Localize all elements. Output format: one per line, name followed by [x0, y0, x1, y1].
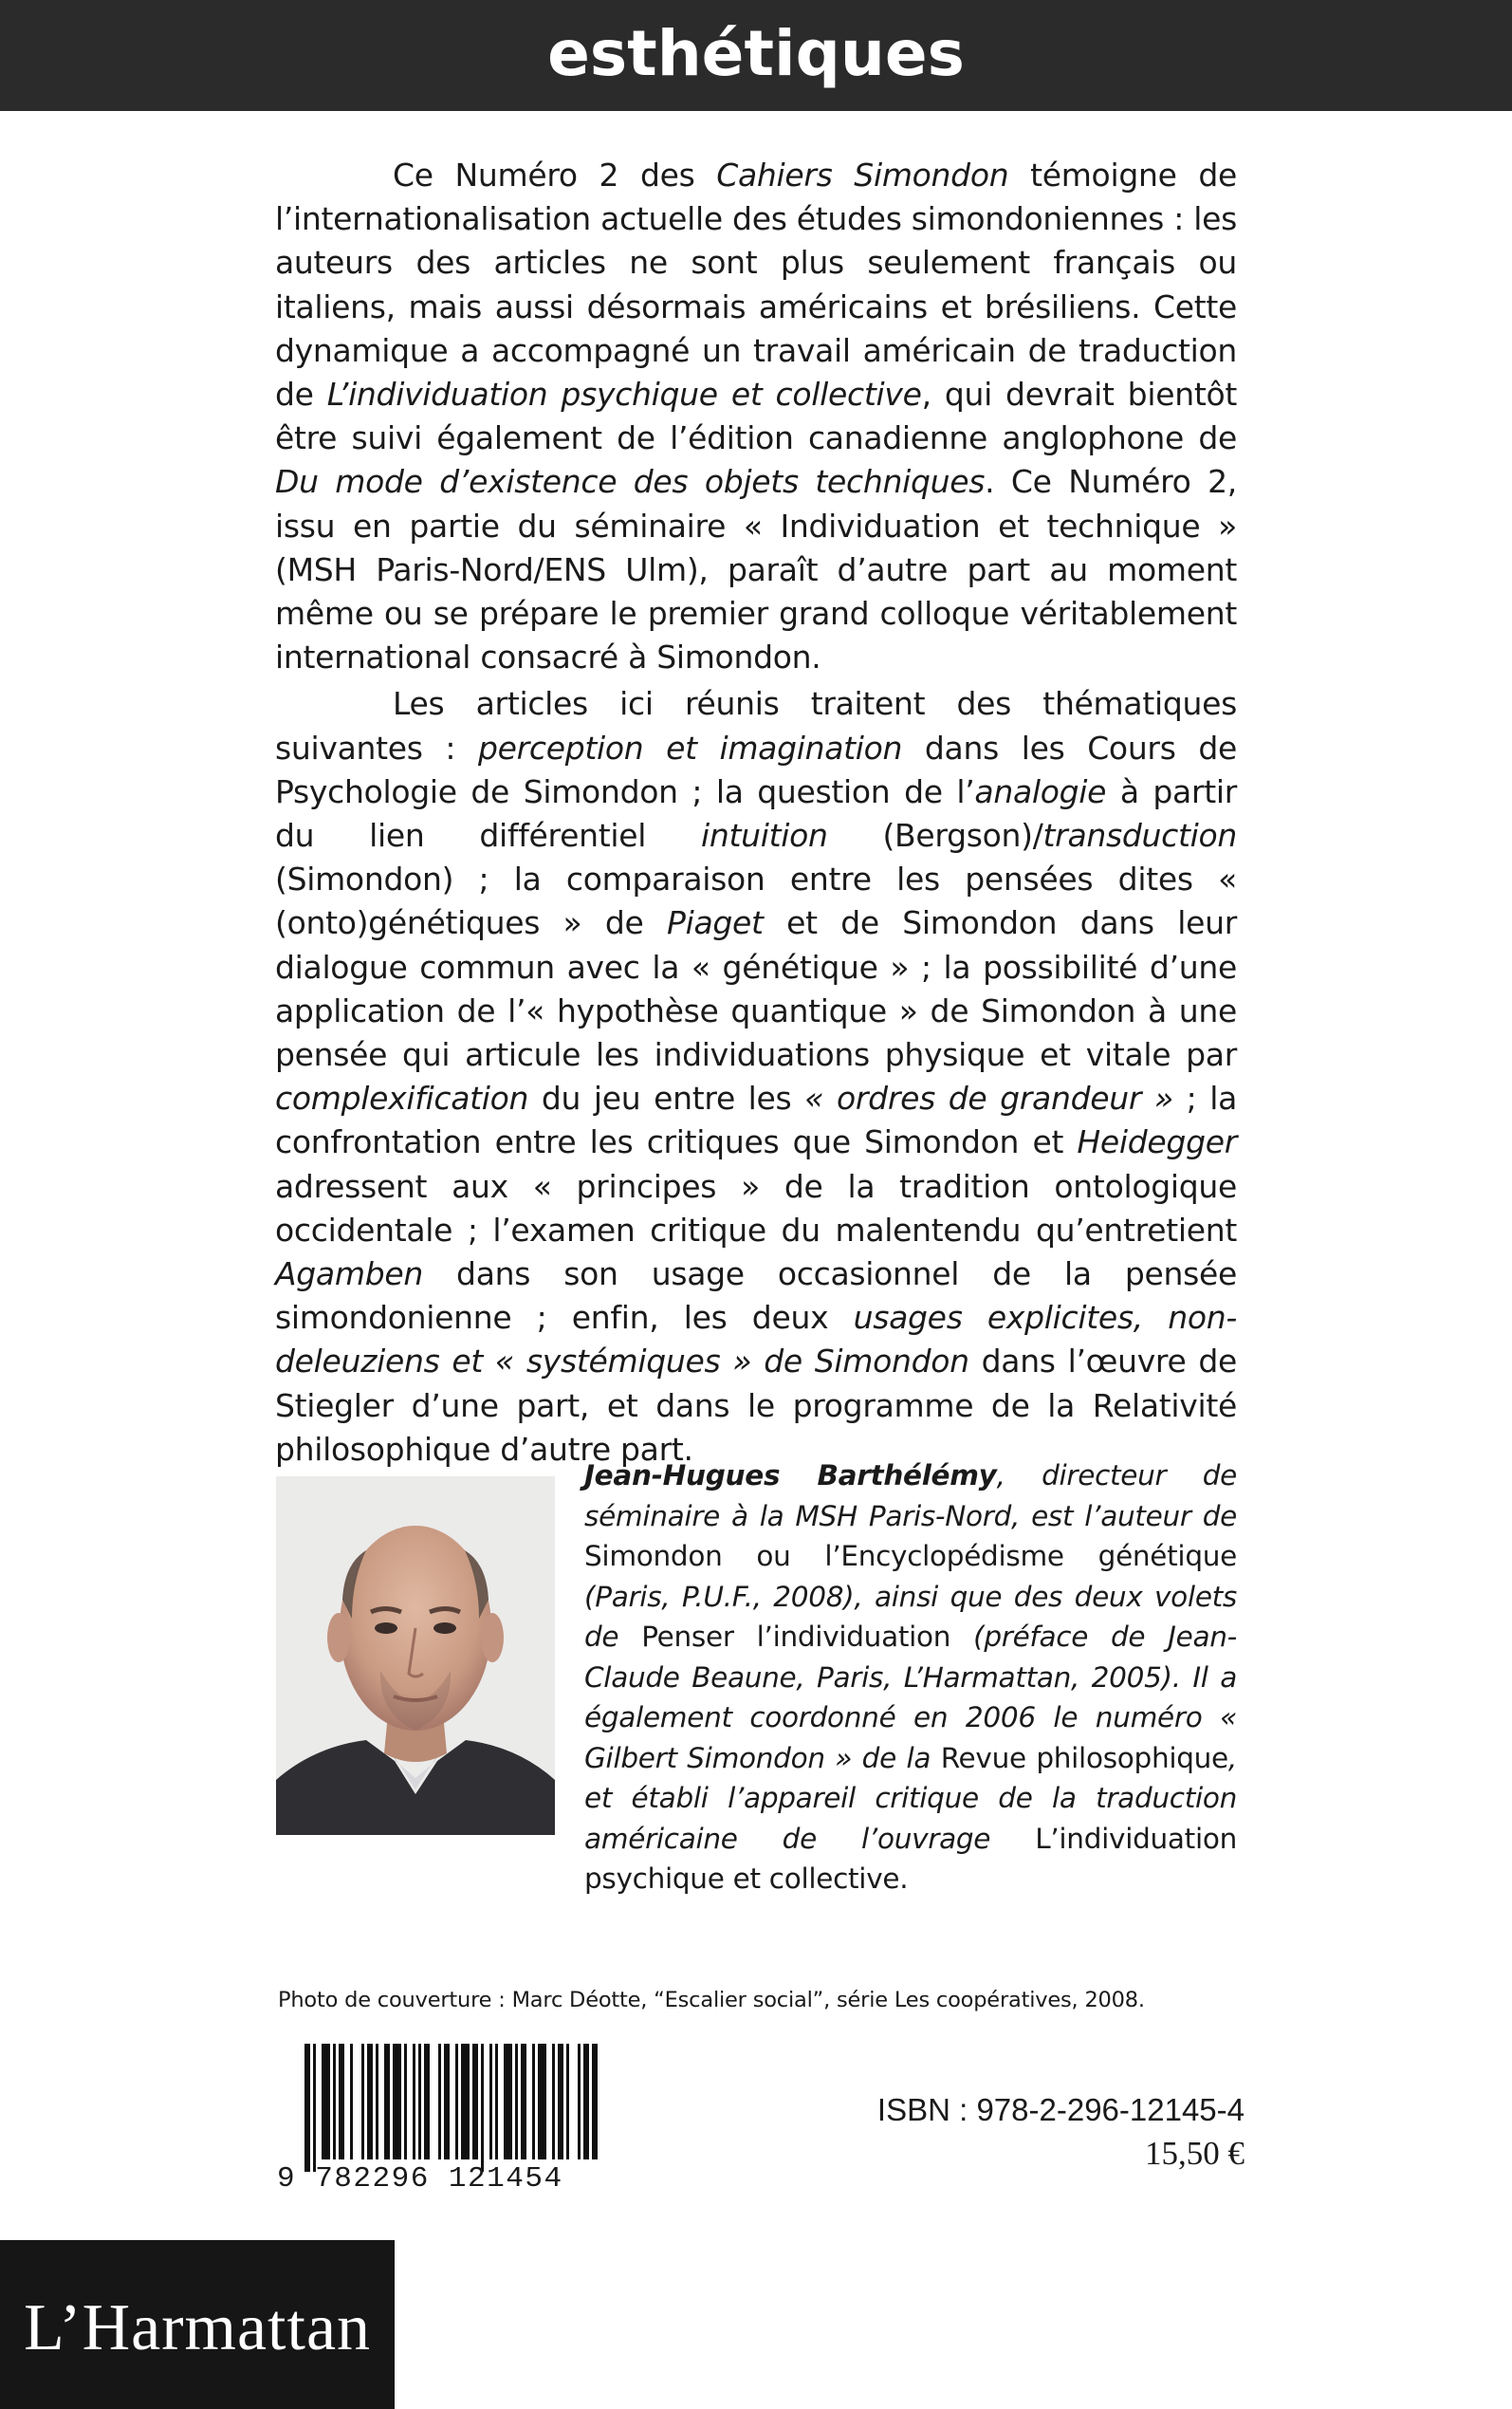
- book-title: Revue philosophique: [940, 1741, 1228, 1774]
- text-run-italic: « ordres de grandeur »: [804, 1080, 1173, 1118]
- barcode-bar: [515, 2044, 518, 2159]
- barcode-bar: [384, 2044, 390, 2159]
- photo-credit: Photo de couverture : Marc Déotte, “Escalier social”, série Les coopératives, 2008.: [278, 1988, 1145, 2012]
- text-run-italic: (Paris, P.U.F., 2008), ainsi que des deux volets de: [584, 1580, 1237, 1653]
- text-run-italic: transduction: [1042, 817, 1237, 855]
- text-run: Ce Numéro 2 des: [393, 157, 717, 194]
- barcode-bar: [393, 2044, 401, 2159]
- text-run-italic: Agamben: [275, 1255, 423, 1293]
- book-title: Simondon ou l’Encyclopédisme génétique: [584, 1540, 1237, 1572]
- author-bio: [584, 1455, 1237, 1899]
- paragraph-2: [275, 682, 1237, 1472]
- barcode-bar: [313, 2044, 316, 2172]
- text-run: Les articles ici réunis traitent des thématiques suivantes :: [275, 685, 1237, 767]
- barcode-bar: [418, 2044, 421, 2159]
- barcode-bar: [558, 2044, 563, 2159]
- text-run: .: [899, 1862, 909, 1895]
- portrait-image: [276, 1476, 555, 1835]
- book-title: Penser l’individuation: [641, 1621, 951, 1653]
- barcode-bar: [504, 2044, 512, 2159]
- publisher-logo: L’Harmattan: [23, 2291, 372, 2364]
- text-run-italic: Piaget: [666, 904, 764, 942]
- barcode-bar: [472, 2044, 478, 2159]
- text-run: , qui devrait bientôt être suivi également de l’édition canadienne anglophone de: [275, 376, 1237, 457]
- text-run: . Ce Numéro 2, issu en partie du séminaire « Individuation et technique » (MSH Paris-Nord/ENS Ulm), paraît d’autre part au moment même ou se prépare le premier grand colloque véritablement international consacré à Simondon.: [275, 463, 1237, 676]
- barcode-bar: [552, 2044, 555, 2159]
- text-run-italic: perception et imagination: [477, 729, 903, 767]
- barcode-bar: [376, 2044, 378, 2159]
- text-run-italic: L’individuation psychique et collective: [326, 376, 922, 414]
- barcode-bar: [592, 2044, 598, 2159]
- text-run: (Bergson)/: [827, 817, 1043, 855]
- barcode-bar: [339, 2044, 344, 2159]
- barcode-bar: [438, 2044, 441, 2159]
- book-title: L’individuation psychique et collective: [584, 1822, 1237, 1895]
- text-run-italic: , directeur de séminaire à la MSH Paris-Nord, est l’auteur de: [584, 1459, 1237, 1532]
- barcode-bar: [455, 2044, 458, 2159]
- barcode-bar: [566, 2044, 569, 2159]
- paragraph-1: [275, 154, 1237, 679]
- text-run-italic: Heidegger: [1077, 1123, 1237, 1161]
- author-name: Jean-Hugues Barthélémy: [584, 1459, 997, 1492]
- barcode-bar: [521, 2044, 526, 2159]
- barcode-bar: [424, 2044, 430, 2159]
- barcode-bar: [583, 2044, 589, 2159]
- barcode-bar: [322, 2044, 330, 2159]
- barcode-bar: [444, 2044, 450, 2159]
- text-run: et de Simondon dans leur dialogue commun avec la « génétique » ; la possibilité d’une application de l’« hypothèse quantique » de Simondon à une pensée qui articule les individuations physique et vitale par: [275, 904, 1238, 1074]
- barcode-bar: [404, 2044, 407, 2159]
- text-run-italic: Cahiers Simondon: [716, 157, 1009, 194]
- barcode-bar: [489, 2044, 492, 2159]
- barcode-bar: [367, 2044, 373, 2159]
- text-run-italic: analogie: [974, 772, 1107, 810]
- barcode-bar: [495, 2044, 498, 2159]
- barcode-bar: [532, 2044, 535, 2159]
- text-run: ; la confrontation entre les critiques que Simondon et: [275, 1080, 1237, 1161]
- barcode-bar: [413, 2044, 415, 2159]
- barcode-bar: [538, 2044, 546, 2159]
- text-run: dans les Cours de Psychologie de Simondon ; la question de l’: [275, 729, 1237, 810]
- barcode-bar: [350, 2044, 353, 2159]
- text-run: (Simondon) ; la comparaison entre les pensées dites « (onto)génétiques » de: [275, 861, 1237, 942]
- text-run: à partir du lien différentiel: [275, 772, 1237, 855]
- price: 15,50 €: [1145, 2135, 1245, 2172]
- barcode-bar: [333, 2044, 336, 2159]
- text-run-italic: complexification: [275, 1080, 529, 1118]
- author-photo: [276, 1476, 555, 1835]
- barcode-digits: 9 782296 121454: [277, 2162, 563, 2196]
- barcode-bar: [578, 2044, 581, 2159]
- text-run: témoigne de l’internationalisation actuelle des études simondoniennes : les auteurs des articles ne sont plus seulement français ou italiens, mais aussi désormais américains et brésiliens. Cette dynamique a accompagné un travail américain de traduction de: [275, 157, 1237, 414]
- barcode: [278, 2044, 605, 2172]
- text-run-italic: , et établi l’appareil critique de la traduction américaine de l’ouvrage: [584, 1741, 1237, 1855]
- text-run: dans l’œuvre de Stiegler d’une part, et dans le programme de la Relativité philosophique d’autre part.: [275, 1343, 1237, 1468]
- barcode-bar: [361, 2044, 364, 2159]
- text-run-italic: usages explicites, non-deleuziens et « systémiques » de Simondon: [275, 1299, 1237, 1381]
- page-title: esthétiques: [547, 17, 965, 90]
- text-run-italic: (préface de Jean-Claude Beaune, Paris, L’Harmattan, 2005). Il a également coordonné en 2006 le numéro « Gilbert Simondon » de la: [584, 1621, 1237, 1774]
- barcode-bar: [481, 2044, 484, 2172]
- barcode-bar: [461, 2044, 470, 2159]
- text-run: adressent aux « principes » de la tradition ontologique occidentale ; l’examen critique du malentendu qu’entretient: [275, 1167, 1237, 1249]
- isbn: ISBN : 978-2-296-12145-4: [876, 2092, 1245, 2127]
- text-run: dans son usage occasionnel de la pensée simondonienne ; enfin, les deux: [275, 1255, 1237, 1337]
- text-run-italic: intuition: [700, 817, 828, 855]
- text-run: du jeu entre les: [528, 1080, 805, 1118]
- barcode-bar: [304, 2044, 310, 2172]
- back-cover-description: [275, 154, 1237, 1472]
- text-run-italic: Du mode d’existence des objets techniques: [275, 463, 986, 501]
